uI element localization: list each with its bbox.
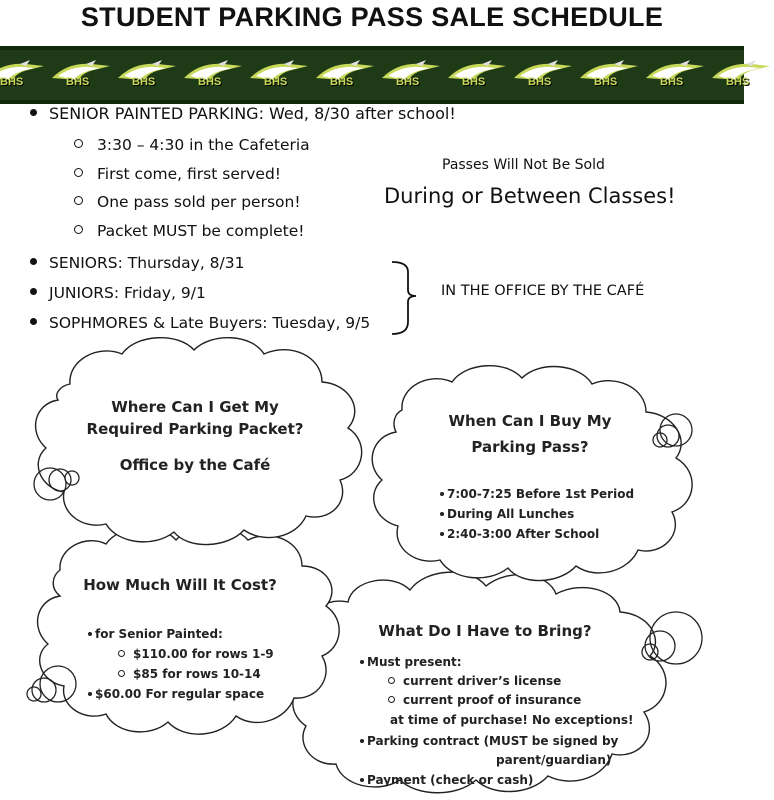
bring-question: What Do I Have to Bring? [378,622,592,640]
detail-item: Packet MUST be complete! [74,222,305,240]
price-item: $110.00 for rows 1-9 [118,647,274,661]
hawk-logo: BHS [378,54,444,94]
location-note: IN THE OFFICE BY THE CAFÉ [441,283,645,299]
bullet-icon [88,632,92,636]
time-item: During All Lunches [440,507,574,521]
cloud-shape [372,366,692,581]
contract-continued: parent/guardian) [496,753,612,767]
purchase-note: at time of purchase! No exceptions! [390,713,634,727]
circle-bullet-icon [388,696,395,703]
grade-day-item: SOPHMORES & Late Buyers: Tuesday, 9/5 [30,314,370,332]
cloud-shape [36,338,362,545]
bullet-icon [88,692,92,696]
hawk-logo: BHS [642,54,708,94]
hawk-logo: BHS [0,54,48,94]
bullet-icon [440,532,444,536]
bring-item: Payment (check or cash) [360,773,533,787]
hawk-logo: BHS [444,54,510,94]
senior-painted-item: SENIOR PAINTED PARKING: Wed, 8/30 after school! [30,104,456,123]
hawk-logo: BHS [576,54,642,94]
bullet-icon [440,492,444,496]
price-item: $85 for rows 10-14 [118,667,261,681]
hawk-logo: BHS [510,54,576,94]
circle-bullet-icon [388,677,395,684]
hawk-logo: BHS [114,54,180,94]
detail-item: First come, first served! [74,165,281,183]
bring-item: Must present: [360,655,462,669]
hawk-logo: BHS [312,54,378,94]
bullet-icon [360,660,364,664]
detail-item: One pass sold per person! [74,193,301,211]
bullet-icon [440,512,444,516]
detail-item: 3:30 – 4:30 in the Cafeteria [74,136,310,154]
packet-question: Where Can I Get My Required Parking Packet? [86,398,304,438]
notice-line-2: During or Between Classes! [384,184,676,208]
cost-question: How Much Will It Cost? [83,576,277,594]
hawk-logo: BHS [180,54,246,94]
when-question: When Can I Buy My Parking Pass? [448,412,612,456]
bring-item: Parking contract (MUST be signed by [360,734,618,748]
curly-brace-icon [392,262,416,334]
time-item: 7:00-7:25 Before 1st Period [440,487,634,501]
present-item: current proof of insurance [388,693,581,707]
bullet-icon [360,739,364,743]
time-item: 2:40-3:00 After School [440,527,599,541]
hawk-logo: BHS [48,54,114,94]
circle-bullet-icon [118,650,125,657]
grade-day-item: SENIORS: Thursday, 8/31 [30,254,245,272]
circle-bullet-icon [118,670,125,677]
notice-line-1: Passes Will Not Be Sold [442,157,605,173]
present-item: current driver’s license [388,674,561,688]
page-title: STUDENT PARKING PASS SALE SCHEDULE [80,2,664,32]
cost-item: $60.00 For regular space [88,687,264,701]
hawk-logo: BHS [708,54,774,94]
cost-item: for Senior Painted: [88,627,223,641]
hawk-logo: BHS [246,54,312,94]
packet-answer: Office by the Café [119,456,271,474]
bullet-icon [360,778,364,782]
grade-day-item: JUNIORS: Friday, 9/1 [30,284,206,302]
